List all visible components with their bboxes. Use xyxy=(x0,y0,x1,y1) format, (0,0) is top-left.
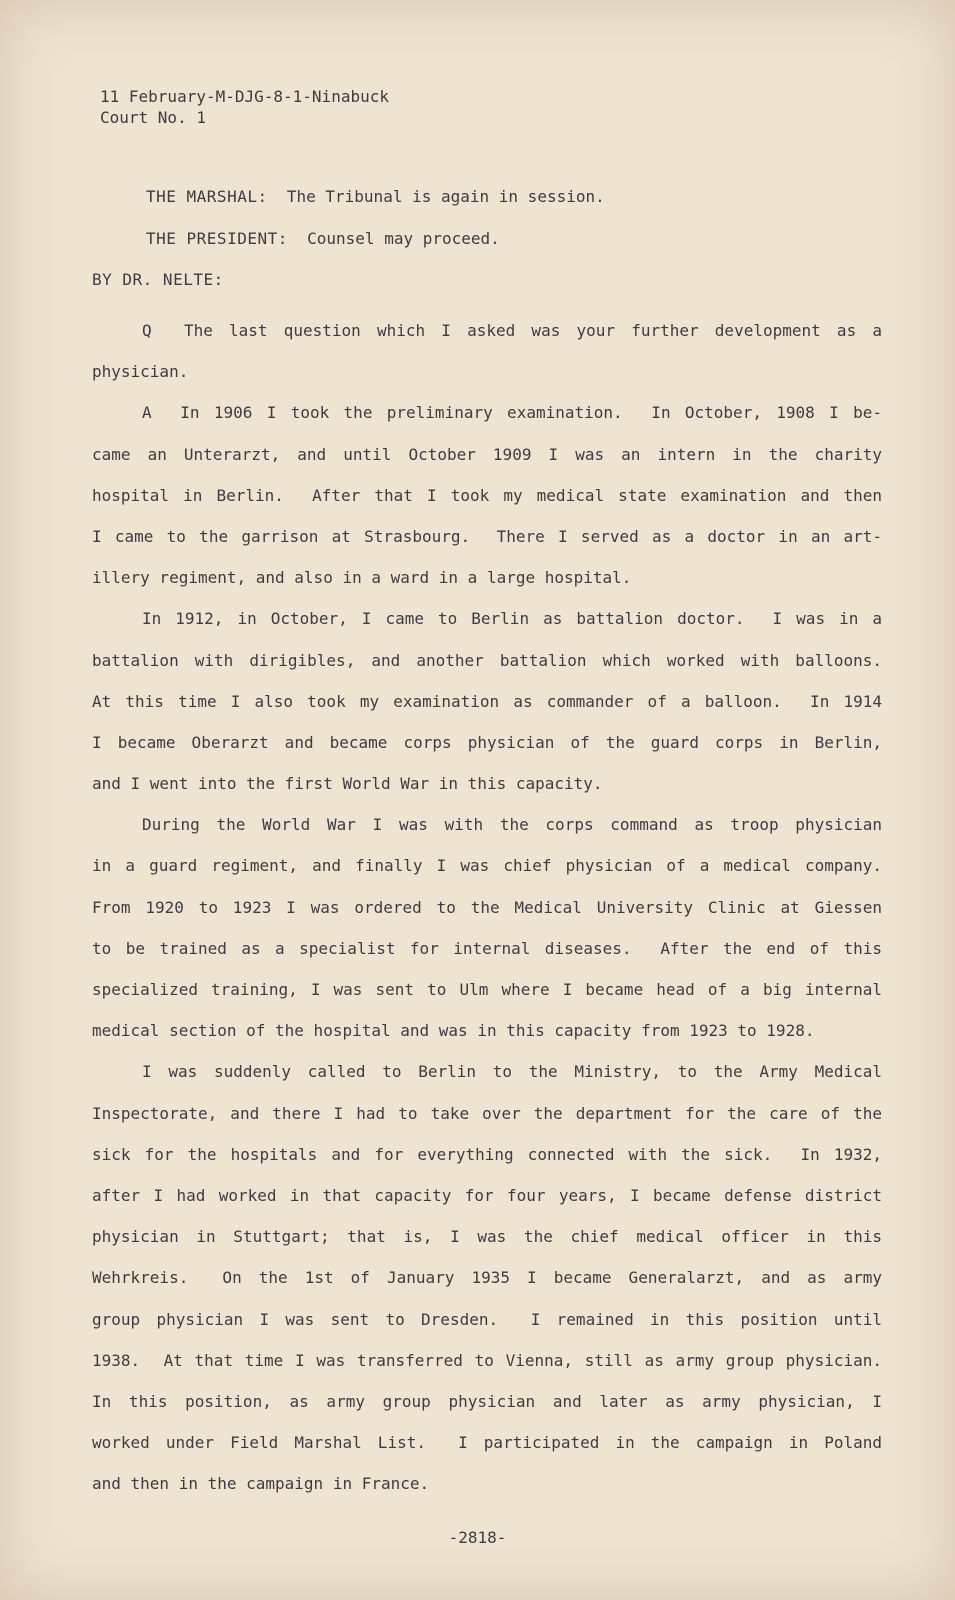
body-line: Wehrkreis. On the 1st of January 1935 I became Generalarzt, and as army xyxy=(92,1268,882,1288)
body-line: worked under Field Marshal List. I participated in the campaign in Poland xyxy=(92,1433,882,1453)
body-line: group physician I was sent to Dresden. I remained in this position until xyxy=(92,1309,882,1329)
body-line: I became Oberarzt and became corps physician of the guard corps in Berlin, xyxy=(92,732,882,752)
body-line: Q The last question which I asked was your further development as a xyxy=(142,321,882,340)
marshal-text: The Tribunal is again in session. xyxy=(286,187,605,206)
body-line: came an Unterarzt, and until October 1909 I was an intern in the charity xyxy=(92,444,882,464)
testimony-body xyxy=(92,310,882,1504)
body-line: hospital in Berlin. After that I took my medical state examination and then xyxy=(92,485,882,505)
body-line: physician. xyxy=(92,362,189,382)
body-line: 1938. At that time I was transferred to Vienna, still as army group physician. xyxy=(92,1350,882,1370)
president-statement xyxy=(146,229,500,248)
page-number: -2818- xyxy=(448,1528,507,1547)
body-line: and then in the campaign in France. xyxy=(92,1474,430,1494)
body-line: after I had worked in that capacity for four years, I became defense district xyxy=(92,1185,882,1205)
body-line: In this position, as army group physician and later as army physician, I xyxy=(92,1391,882,1411)
body-line: and I went into the first World War in this capacity. xyxy=(92,774,603,794)
marshal-statement xyxy=(146,187,605,206)
body-line: to be trained as a specialist for internal diseases. After the end of this xyxy=(92,938,882,958)
body-line: specialized training, I was sent to Ulm where I became head of a big internal xyxy=(92,980,882,999)
body-line: medical section of the hospital and was in this capacity from 1923 to 1928. xyxy=(92,1021,815,1041)
body-line: I came to the garrison at Strasbourg. There I served as a doctor in an art- xyxy=(92,526,882,546)
body-line: From 1920 to 1923 I was ordered to the Medical University Clinic at Giessen xyxy=(92,897,882,917)
body-line: in a guard regiment, and finally I was chief physician of a medical company. xyxy=(92,856,882,876)
body-line: physician in Stuttgart; that is, I was the chief medical officer in this xyxy=(92,1227,882,1247)
marshal-speaker: THE MARSHAL: xyxy=(146,187,268,206)
body-line: At this time I also took my examination as commander of a balloon. In 1914 xyxy=(92,691,882,711)
body-line: A In 1906 I took the preliminary examination. In October, 1908 I be- xyxy=(142,403,882,423)
body-line: I was suddenly called to Berlin to the Ministry, to the Army Medical xyxy=(142,1062,882,1082)
body-line: battalion with dirigibles, and another battalion which worked with balloons. xyxy=(92,650,882,670)
body-line: illery regiment, and also in a ward in a large hospital. xyxy=(92,568,632,588)
body-line: Inspectorate, and there I had to take over the department for the care of the xyxy=(92,1103,882,1123)
by-counsel-heading: BY DR. NELTE: xyxy=(92,270,224,289)
body-line: In 1912, in October, I came to Berlin as battalion doctor. I was in a xyxy=(142,609,882,629)
header-court-number: Court No. 1 xyxy=(100,108,206,127)
header-session-code: 11 February-M-DJG-8-1-Ninabuck xyxy=(100,87,389,106)
body-line: sick for the hospitals and for everything connected with the sick. In 1932, xyxy=(92,1144,882,1164)
document-header xyxy=(100,86,389,128)
body-line: During the World War I was with the corps command as troop physician xyxy=(142,815,882,835)
president-speaker: THE PRESIDENT: xyxy=(146,229,288,248)
president-text: Counsel may proceed. xyxy=(307,229,500,248)
